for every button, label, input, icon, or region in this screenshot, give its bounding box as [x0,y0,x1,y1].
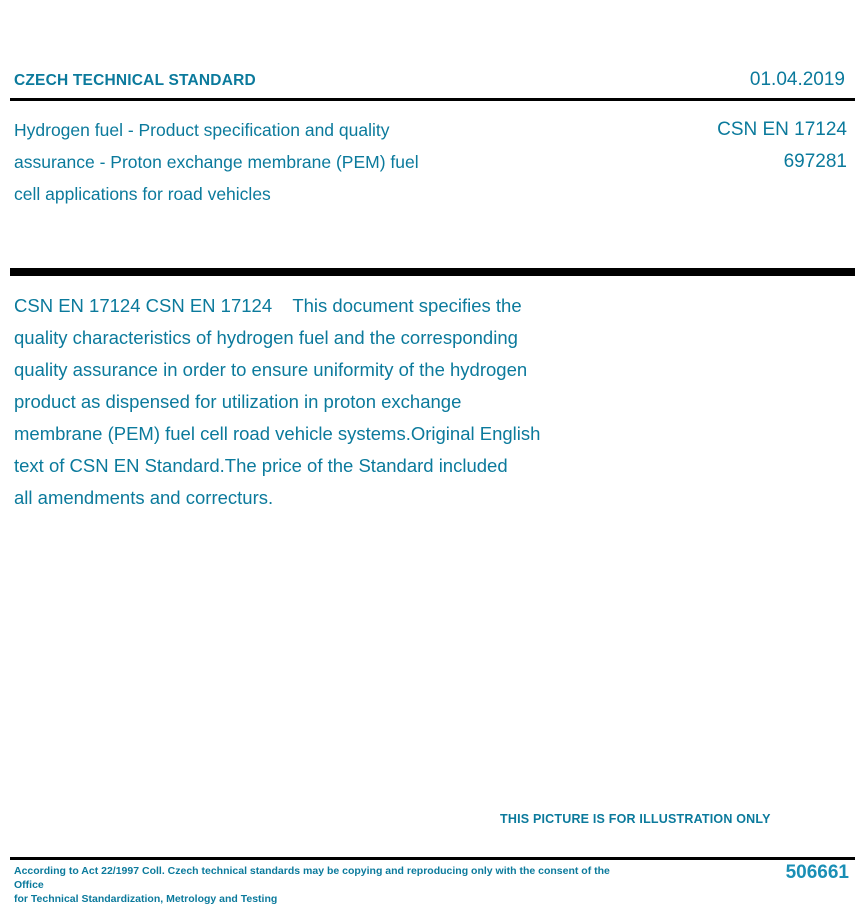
footer-notice-line: According to Act 22/1997 Coll. Czech technical standards may be copying and reproducing only with the consent of the Office [14,865,610,891]
standard-designation: CSN EN 17124 [717,119,847,140]
standard-title-line: cell applications for road vehicles [14,184,271,204]
abstract-line: all amendments and correcturs. [14,487,274,508]
standard-title-line: assurance - Proton exchange membrane (PEM) fuel [14,152,419,172]
document-number: 506661 [785,862,849,883]
footer-divider [10,857,855,860]
document-type-label: CZECH TECHNICAL STANDARD [14,72,256,89]
standard-code [717,114,847,178]
footer-notice [14,864,614,906]
abstract-line: membrane (PEM) fuel cell road vehicle systems.Original English [14,423,541,444]
section-divider [10,268,855,276]
abstract-line: quality characteristics of hydrogen fuel and the corresponding [14,327,518,348]
illustration-disclaimer: THIS PICTURE IS FOR ILLUSTRATION ONLY [500,812,771,826]
abstract-line: CSN EN 17124 CSN EN 17124 This document specifies the [14,295,522,316]
standard-title-line: Hydrogen fuel - Product specification and quality [14,120,390,140]
header-divider [10,98,855,101]
document-header [14,69,845,96]
abstract-line: quality assurance in order to ensure uniformity of the hydrogen [14,359,528,380]
standard-title [14,114,534,210]
standard-abstract [14,290,654,514]
abstract-line: product as dispensed for utilization in proton exchange [14,391,462,412]
footer-notice-line: for Technical Standardization, Metrology and Testing [14,893,278,905]
publication-date: 01.04.2019 [749,69,845,90]
standard-classification-number: 697281 [783,151,847,172]
abstract-line: text of CSN EN Standard.The price of the Standard included [14,455,508,476]
